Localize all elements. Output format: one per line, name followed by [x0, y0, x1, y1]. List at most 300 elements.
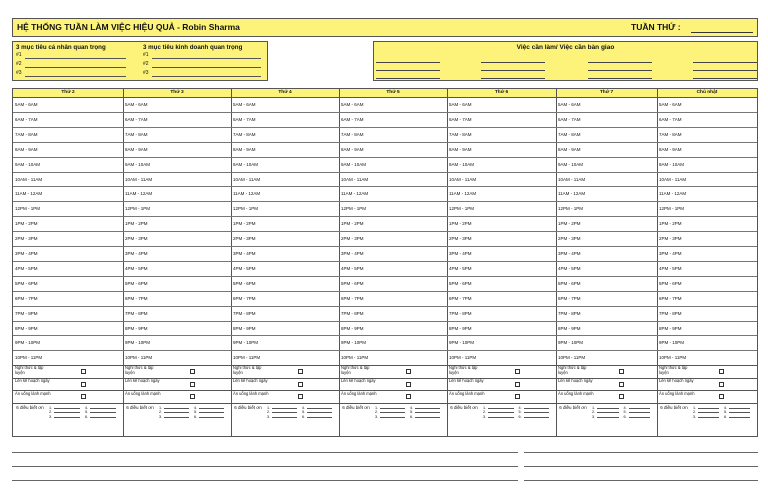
gratitude-line[interactable] [199, 405, 224, 409]
time-slot[interactable]: 11AM - 12AM [125, 191, 153, 197]
six-things-label: 6 điều biết ơn [660, 405, 688, 410]
time-slot[interactable]: 6PM - 7PM [341, 295, 364, 301]
habit-label: Ăn uống lành mạnh [659, 390, 695, 396]
habit-checkbox[interactable] [298, 394, 303, 399]
gratitude-number: 1. [483, 405, 487, 410]
time-slot[interactable]: 9AM - 10AM [558, 161, 584, 167]
habit-label: Ăn uống lành mạnh [449, 390, 485, 396]
gratitude-number: 2. [159, 410, 163, 415]
habit-checkbox[interactable] [619, 369, 624, 374]
note-line[interactable] [12, 452, 268, 453]
time-slot[interactable]: 8AM - 9AM [15, 146, 38, 152]
habit-checkbox[interactable] [190, 369, 195, 374]
gratitude-line[interactable] [380, 409, 405, 413]
time-slot[interactable]: 6AM - 7AM [125, 116, 148, 122]
time-slot[interactable]: 4PM - 5PM [449, 265, 472, 271]
habit-label: Ăn uống lành mạnh [233, 390, 269, 396]
habit-label: Lên kế hoạch ngày [659, 378, 694, 383]
gratitude-number: 4. [194, 405, 198, 410]
time-slot[interactable]: 6AM - 7AM [659, 116, 682, 122]
time-slot[interactable]: 6AM - 7AM [15, 116, 38, 122]
gratitude-line[interactable] [272, 405, 297, 409]
row-divider [13, 261, 757, 262]
time-slot[interactable]: 7AM - 8AM [558, 131, 581, 137]
row-divider [13, 335, 757, 336]
task-line[interactable] [481, 70, 545, 71]
time-slot[interactable]: 3PM - 4PM [15, 251, 38, 256]
time-slot[interactable]: 8PM - 9PM [558, 325, 581, 331]
business-goal-1[interactable]: #1 [143, 51, 261, 60]
time-slot[interactable]: 6PM - 7PM [558, 295, 581, 301]
gratitude-line[interactable] [597, 414, 619, 418]
task-line[interactable] [588, 70, 652, 71]
gratitude-number: 4. [623, 405, 627, 410]
time-slot[interactable]: 6PM - 7PM [125, 295, 148, 301]
gratitude-number: 1. [592, 405, 596, 410]
time-slot[interactable]: 7PM - 8PM [233, 310, 256, 316]
time-slot[interactable]: 8AM - 9AM [125, 146, 148, 152]
gratitude-number: 5. [518, 410, 522, 415]
page-title: HỆ THỐNG TUẦN LÀM VIỆC HIỆU QUẢ - Robin Sharma [17, 22, 240, 32]
gratitude-item[interactable] [375, 414, 405, 420]
gratitude-line[interactable] [90, 409, 116, 413]
time-slot[interactable]: 1PM - 2PM [659, 221, 682, 227]
time-slot[interactable]: 1PM - 2PM [341, 221, 364, 227]
time-slot[interactable]: 5PM - 6PM [449, 280, 472, 286]
habit-label: Lên kế hoạch ngày [449, 378, 484, 383]
time-slot[interactable]: 11AM - 12AM [341, 191, 369, 197]
gratitude-line[interactable] [698, 414, 719, 418]
day-header: Thứ 3 [170, 90, 184, 95]
gratitude-line[interactable] [629, 409, 651, 413]
time-slot[interactable]: 10AM - 11AM [15, 176, 43, 182]
habit-checkbox[interactable] [81, 394, 86, 399]
time-slot[interactable]: 8PM - 9PM [659, 325, 682, 331]
time-slot[interactable]: 8PM - 9PM [341, 325, 364, 331]
time-slot[interactable]: 3PM - 4PM [659, 251, 682, 256]
time-slot[interactable]: 10AM - 11AM [558, 176, 586, 182]
time-slot[interactable]: 11AM - 12AM [558, 191, 586, 197]
time-slot[interactable]: 2PM - 3PM [659, 236, 682, 242]
time-slot[interactable]: 10PM - 11PM [659, 355, 687, 361]
row-divider [13, 142, 757, 143]
gratitude-number: 5. [302, 410, 306, 415]
gratitude-number: 4. [302, 405, 306, 410]
gratitude-number: 3. [483, 414, 487, 419]
habit-checkbox[interactable] [298, 369, 303, 374]
habit-label: Nghỉ thức & tập luyện [125, 365, 154, 375]
gratitude-number: 5. [194, 410, 198, 415]
note-line[interactable] [524, 452, 758, 453]
gratitude-line[interactable] [629, 414, 651, 418]
gratitude-item[interactable] [410, 414, 440, 420]
gratitude-line[interactable] [90, 414, 116, 418]
task-line[interactable] [693, 70, 757, 71]
gratitude-item[interactable] [483, 414, 514, 420]
time-slot[interactable]: 1PM - 2PM [15, 221, 38, 227]
time-slot[interactable]: 1PM - 2PM [125, 221, 148, 227]
personal-goal-1[interactable]: #1 [16, 51, 126, 60]
six-things-label: 6 điều biết ơn [234, 405, 262, 410]
note-line[interactable] [266, 466, 518, 467]
gratitude-line[interactable] [729, 414, 750, 418]
time-slot[interactable]: 10AM - 11AM [449, 176, 477, 182]
row-divider [13, 246, 757, 247]
habit-checkbox[interactable] [406, 394, 411, 399]
business-goals [143, 44, 261, 78]
business-goal-2[interactable]: #2 [143, 60, 261, 69]
time-slot[interactable]: 12PM - 1PM [233, 206, 259, 212]
time-slot[interactable]: 5AM - 6AM [15, 102, 38, 107]
time-slot[interactable]: 2PM - 3PM [558, 236, 581, 242]
time-slot[interactable]: 12PM - 1PM [341, 206, 367, 212]
gratitude-number: 5. [623, 410, 627, 415]
time-slot[interactable]: 1PM - 2PM [233, 221, 256, 227]
time-slot[interactable]: 10PM - 11PM [341, 355, 369, 361]
time-slot[interactable]: 5PM - 6PM [659, 280, 682, 286]
time-slot[interactable]: 8PM - 9PM [233, 325, 256, 331]
gratitude-item[interactable] [159, 414, 189, 420]
time-slot[interactable]: 6AM - 7AM [341, 116, 364, 122]
week-number-field[interactable] [691, 32, 753, 33]
week-label: TUẦN THỨ : [631, 22, 681, 32]
gratitude-item[interactable] [519, 414, 550, 420]
time-slot[interactable]: 5AM - 6AM [449, 102, 472, 107]
time-slot[interactable]: 5PM - 6PM [233, 280, 256, 286]
habit-checkbox[interactable] [619, 382, 624, 387]
note-line[interactable] [266, 452, 518, 453]
row-divider [13, 350, 757, 351]
time-slot[interactable]: 7AM - 8AM [341, 131, 364, 137]
gratitude-line[interactable] [307, 414, 332, 418]
habit-label: Lên kế hoạch ngày [15, 378, 50, 383]
time-slot[interactable]: 5AM - 6AM [233, 102, 256, 107]
gratitude-item[interactable] [85, 414, 116, 420]
gratitude-number: 2. [592, 410, 596, 415]
time-slot[interactable]: 9AM - 10AM [15, 161, 41, 167]
day-header: Thứ 2 [61, 90, 75, 95]
time-slot[interactable]: 2PM - 3PM [125, 236, 148, 242]
time-slot[interactable]: 3PM - 4PM [449, 251, 472, 256]
row-divider [13, 276, 757, 277]
time-slot[interactable]: 2PM - 3PM [15, 236, 38, 242]
time-slot[interactable]: 1PM - 2PM [449, 221, 472, 227]
time-slot[interactable]: 5AM - 6AM [659, 102, 682, 107]
day-header: Thứ 7 [599, 90, 614, 95]
six-things-label: 6 điều biết ơn [126, 405, 154, 410]
habit-checkbox[interactable] [515, 382, 520, 387]
habit-checkbox[interactable] [619, 394, 624, 399]
gratitude-number: 6. [194, 414, 198, 419]
time-slot[interactable]: 7PM - 8PM [558, 310, 581, 316]
habit-label: Ăn uống lành mạnh [341, 390, 377, 396]
time-slot[interactable]: 6AM - 7AM [233, 116, 256, 122]
gratitude-line[interactable] [272, 414, 297, 418]
habit-checkbox[interactable] [81, 369, 86, 374]
note-line[interactable] [12, 480, 268, 481]
gratitude-line[interactable] [199, 409, 224, 413]
personal-goal-3[interactable]: #3 [16, 69, 126, 78]
habit-checkbox[interactable] [515, 394, 520, 399]
habit-label: Lên kế hoạch ngày [233, 378, 268, 383]
note-line[interactable] [524, 480, 758, 481]
time-slot[interactable]: 7AM - 8AM [659, 131, 682, 137]
time-slot[interactable]: 9AM - 10AM [233, 161, 259, 167]
task-line[interactable] [693, 78, 757, 79]
gratitude-line[interactable] [415, 409, 440, 413]
gratitude-line[interactable] [488, 409, 514, 413]
time-slot[interactable]: 5AM - 6AM [341, 102, 364, 107]
task-line[interactable] [376, 78, 440, 79]
time-slot[interactable]: 12PM - 1PM [659, 206, 685, 212]
gratitude-line[interactable] [380, 405, 405, 409]
time-slot[interactable]: 8PM - 9PM [449, 325, 472, 331]
time-slot[interactable]: 11AM - 12AM [449, 191, 477, 197]
task-line[interactable] [693, 62, 757, 63]
time-slot[interactable]: 11AM - 12AM [15, 191, 43, 197]
time-slot[interactable]: 7AM - 8AM [15, 131, 38, 137]
gratitude-line[interactable] [164, 409, 189, 413]
day-header: Thứ 5 [386, 90, 400, 95]
habit-checkbox[interactable] [81, 382, 86, 387]
time-slot[interactable]: 7PM - 8PM [15, 310, 38, 316]
time-slot[interactable]: 7PM - 8PM [659, 310, 682, 316]
task-line[interactable] [481, 78, 545, 79]
gratitude-number: 1. [267, 405, 271, 410]
time-slot[interactable]: 2PM - 3PM [449, 236, 472, 242]
time-slot[interactable]: 3PM - 4PM [233, 251, 256, 256]
gratitude-item[interactable] [624, 414, 651, 420]
task-line[interactable] [481, 62, 545, 63]
time-slot[interactable]: 5PM - 6PM [125, 280, 148, 286]
gratitude-line[interactable] [307, 409, 332, 413]
time-slot[interactable]: 4PM - 5PM [558, 265, 581, 271]
gratitude-line[interactable] [199, 414, 224, 418]
time-slot[interactable]: 9PM - 10PM [341, 340, 367, 346]
time-slot[interactable]: 4PM - 5PM [233, 265, 256, 271]
time-slot[interactable]: 4PM - 5PM [341, 265, 364, 271]
gratitude-line[interactable] [597, 409, 619, 413]
gratitude-number: 3. [693, 414, 697, 419]
row-divider [13, 306, 757, 307]
gratitude-item[interactable] [302, 414, 332, 420]
time-slot[interactable]: 10AM - 11AM [125, 176, 153, 182]
gratitude-item[interactable] [592, 414, 619, 420]
time-slot[interactable]: 7AM - 8AM [449, 131, 472, 137]
time-slot[interactable]: 10AM - 11AM [233, 176, 261, 182]
time-slot[interactable]: 10PM - 11PM [125, 355, 153, 361]
gratitude-item[interactable] [267, 414, 297, 420]
time-slot[interactable]: 10PM - 11PM [233, 355, 261, 361]
time-slot[interactable]: 10AM - 11AM [341, 176, 369, 182]
gratitude-line[interactable] [729, 405, 750, 409]
time-slot[interactable]: 9PM - 10PM [15, 340, 41, 346]
time-slot[interactable]: 10PM - 11PM [15, 355, 43, 361]
time-slot[interactable]: 2PM - 3PM [341, 236, 364, 242]
gratitude-number: 4. [410, 405, 414, 410]
gratitude-line[interactable] [380, 414, 405, 418]
time-slot[interactable]: 5PM - 6PM [341, 280, 364, 286]
personal-goal-2[interactable]: #2 [16, 60, 126, 69]
time-slot[interactable]: 12PM - 1PM [125, 206, 151, 212]
time-slot[interactable]: 8PM - 9PM [15, 325, 38, 331]
gratitude-line[interactable] [698, 405, 719, 409]
gratitude-number: 6. [623, 414, 627, 419]
gratitude-line[interactable] [272, 409, 297, 413]
time-slot[interactable]: 6PM - 7PM [233, 295, 256, 301]
time-slot[interactable]: 7PM - 8PM [341, 310, 364, 316]
time-slot[interactable]: 4PM - 5PM [125, 265, 148, 271]
gratitude-item[interactable] [194, 414, 224, 420]
row-divider [13, 216, 757, 217]
time-slot[interactable]: 7AM - 8AM [233, 131, 256, 137]
gratitude-number: 6. [85, 414, 89, 419]
habit-checkbox[interactable] [190, 394, 195, 399]
time-slot[interactable]: 8AM - 9AM [341, 146, 364, 152]
task-line[interactable] [376, 62, 440, 63]
time-slot[interactable]: 6PM - 7PM [15, 295, 38, 301]
time-slot[interactable]: 9PM - 10PM [125, 340, 151, 346]
gratitude-number: 5. [724, 410, 728, 415]
habit-checkbox[interactable] [719, 382, 724, 387]
gratitude-line[interactable] [54, 414, 80, 418]
habit-label: Lên kế hoạch ngày [558, 378, 593, 383]
time-slot[interactable]: 9AM - 10AM [125, 161, 151, 167]
gratitude-number: 6. [410, 414, 414, 419]
note-line[interactable] [524, 466, 758, 467]
gratitude-line[interactable] [307, 405, 332, 409]
gratitude-number: 4. [518, 405, 522, 410]
time-slot[interactable]: 8AM - 9AM [233, 146, 256, 152]
time-slot[interactable]: 8PM - 9PM [125, 325, 148, 331]
habit-label: Nghỉ thức & tập luyện [233, 365, 262, 375]
time-slot[interactable]: 11AM - 12AM [233, 191, 261, 197]
row-divider [13, 186, 757, 187]
note-line[interactable] [12, 466, 268, 467]
habit-checkbox[interactable] [719, 369, 724, 374]
habit-checkbox[interactable] [515, 369, 520, 374]
time-slot[interactable]: 6AM - 7AM [558, 116, 581, 122]
time-slot[interactable]: 5PM - 6PM [558, 280, 581, 286]
time-slot[interactable]: 5AM - 6AM [125, 102, 148, 107]
habit-checkbox[interactable] [298, 382, 303, 387]
gratitude-line[interactable] [597, 405, 619, 409]
gratitude-line[interactable] [488, 414, 514, 418]
time-slot[interactable]: 12PM - 1PM [449, 206, 475, 212]
gratitude-item[interactable] [49, 414, 80, 420]
row-divider [13, 157, 757, 158]
time-slot[interactable]: 7PM - 8PM [125, 310, 148, 316]
gratitude-line[interactable] [90, 405, 116, 409]
time-slot[interactable]: 7PM - 8PM [449, 310, 472, 316]
time-slot[interactable]: 12PM - 1PM [558, 206, 584, 212]
gratitude-line[interactable] [415, 405, 440, 409]
time-slot[interactable]: 9PM - 10PM [558, 340, 584, 346]
gratitude-line[interactable] [164, 405, 189, 409]
habit-checkbox[interactable] [719, 394, 724, 399]
time-slot[interactable]: 4PM - 5PM [15, 265, 38, 271]
task-line[interactable] [588, 78, 652, 79]
business-goals-title: 3 mục tiêu kinh doanh quan trọng [143, 44, 243, 51]
time-slot[interactable]: 1PM - 2PM [558, 221, 581, 227]
time-slot[interactable]: 3PM - 4PM [125, 251, 148, 256]
gratitude-line[interactable] [698, 409, 719, 413]
time-slot[interactable]: 7AM - 8AM [125, 131, 148, 137]
time-slot[interactable]: 9PM - 10PM [659, 340, 685, 346]
gratitude-line[interactable] [415, 414, 440, 418]
time-slot[interactable]: 6AM - 7AM [449, 116, 472, 122]
task-line[interactable] [588, 62, 652, 63]
task-line[interactable] [376, 70, 440, 71]
time-slot[interactable]: 3PM - 4PM [558, 251, 581, 256]
day-header: Chủ nhật [696, 90, 718, 95]
gratitude-line[interactable] [164, 414, 189, 418]
tasks-box [373, 41, 758, 81]
time-slot[interactable]: 6PM - 7PM [659, 295, 682, 301]
business-goal-3[interactable]: #3 [143, 69, 261, 78]
gratitude-line[interactable] [524, 409, 550, 413]
six-things-label: 6 điều biết ơn [16, 405, 44, 410]
gratitude-number: 1. [375, 405, 379, 410]
gratitude-line[interactable] [54, 405, 80, 409]
time-slot[interactable]: 9AM - 10AM [449, 161, 475, 167]
time-slot[interactable]: 5AM - 6AM [558, 102, 581, 107]
habit-label: Ăn uống lành mạnh [125, 390, 161, 396]
gratitude-number: 3. [592, 414, 596, 419]
time-slot[interactable]: 11AM - 12AM [659, 191, 687, 197]
gratitude-number: 6. [724, 414, 728, 419]
time-slot[interactable]: 8AM - 9AM [558, 146, 581, 152]
gratitude-number: 2. [693, 410, 697, 415]
gratitude-number: 6. [518, 414, 522, 419]
time-slot[interactable]: 10PM - 11PM [558, 355, 586, 361]
gratitude-number: 2. [49, 410, 53, 415]
time-slot[interactable]: 2PM - 3PM [233, 236, 256, 242]
row-divider [13, 127, 757, 128]
gratitude-line[interactable] [524, 414, 550, 418]
time-slot[interactable]: 9AM - 10AM [341, 161, 367, 167]
time-slot[interactable]: 9PM - 10PM [233, 340, 259, 346]
gratitude-line[interactable] [54, 409, 80, 413]
time-slot[interactable]: 10PM - 11PM [449, 355, 477, 361]
time-slot[interactable]: 6PM - 7PM [449, 295, 472, 301]
habit-checkbox[interactable] [190, 382, 195, 387]
time-slot[interactable]: 4PM - 5PM [659, 265, 682, 271]
gratitude-item[interactable] [693, 414, 719, 420]
time-slot[interactable]: 10AM - 11AM [659, 176, 687, 182]
note-line[interactable] [266, 480, 518, 481]
time-slot[interactable]: 9AM - 10AM [659, 161, 685, 167]
day-header: Thứ 4 [278, 90, 292, 95]
time-slot[interactable]: 8AM - 9AM [659, 146, 682, 152]
gratitude-line[interactable] [729, 409, 750, 413]
gratitude-line[interactable] [629, 405, 651, 409]
time-slot[interactable]: 8AM - 9AM [449, 146, 472, 152]
time-slot[interactable]: 5PM - 6PM [15, 280, 38, 286]
title-bar [12, 18, 758, 37]
habit-checkbox[interactable] [406, 369, 411, 374]
gratitude-number: 3. [267, 414, 271, 419]
time-slot[interactable]: 3PM - 4PM [341, 251, 364, 256]
gratitude-number: 2. [267, 410, 271, 415]
gratitude-line[interactable] [488, 405, 514, 409]
gratitude-item[interactable] [724, 414, 750, 420]
habit-checkbox[interactable] [406, 382, 411, 387]
time-slot[interactable]: 9PM - 10PM [449, 340, 475, 346]
time-slot[interactable]: 12PM - 1PM [15, 206, 41, 212]
gratitude-line[interactable] [524, 405, 550, 409]
habit-label: Nghỉ thức & tập luyện [558, 365, 587, 375]
